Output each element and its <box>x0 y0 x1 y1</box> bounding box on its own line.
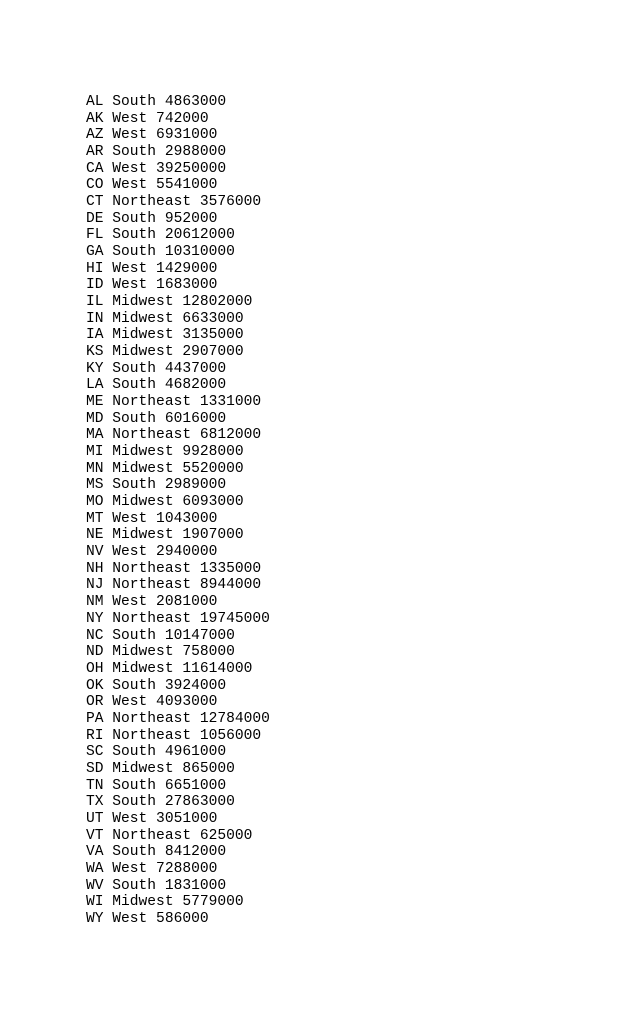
list-item: MS South 2989000 <box>86 477 227 494</box>
list-item: CT Northeast 3576000 <box>86 194 262 211</box>
list-item: ID West 1683000 <box>86 277 218 294</box>
list-item: MT West 1043000 <box>86 510 218 527</box>
list-item: KY South 4437000 <box>86 360 227 377</box>
list-item: SC South 4961000 <box>86 744 227 761</box>
list-item: IN Midwest 6633000 <box>86 310 244 327</box>
list-item: OR West 4093000 <box>86 694 218 711</box>
list-item: MO Midwest 6093000 <box>86 494 244 511</box>
list-item: NY Northeast 19745000 <box>86 610 270 627</box>
list-item: FL South 20612000 <box>86 227 235 244</box>
list-item: IA Midwest 3135000 <box>86 327 244 344</box>
list-item: MI Midwest 9928000 <box>86 444 244 461</box>
list-item: AR South 2988000 <box>86 144 227 161</box>
list-item: AL South 4863000 <box>86 94 227 110</box>
list-item: KS Midwest 2907000 <box>86 344 244 361</box>
list-item: CO West 5541000 <box>86 177 218 194</box>
list-item: ND Midwest 758000 <box>86 644 235 661</box>
list-item: AZ West 6931000 <box>86 127 218 144</box>
list-item: NC South 10147000 <box>86 627 235 644</box>
list-item: UT West 3051000 <box>86 810 218 827</box>
list-item: LA South 4682000 <box>86 377 227 394</box>
list-item: CA West 39250000 <box>86 160 227 177</box>
list-item: AK West 742000 <box>86 110 209 127</box>
list-item: RI Northeast 1056000 <box>86 727 262 744</box>
list-item: NV West 2940000 <box>86 544 218 561</box>
list-item: NH Northeast 1335000 <box>86 560 262 577</box>
list-item: WY West 586000 <box>86 910 209 927</box>
list-item: ME Northeast 1331000 <box>86 394 262 411</box>
state-population-list <box>86 94 270 928</box>
list-item: MD South 6016000 <box>86 410 227 427</box>
list-item: TX South 27863000 <box>86 794 235 811</box>
list-item: SD Midwest 865000 <box>86 760 235 777</box>
list-item: MA Northeast 6812000 <box>86 427 262 444</box>
list-item: OK South 3924000 <box>86 677 227 694</box>
list-item: NM West 2081000 <box>86 594 218 611</box>
list-item: NJ Northeast 8944000 <box>86 577 262 594</box>
list-item: NE Midwest 1907000 <box>86 527 244 544</box>
list-item: WA West 7288000 <box>86 860 218 877</box>
list-item: TN South 6651000 <box>86 777 227 794</box>
list-item: WV South 1831000 <box>86 877 227 894</box>
list-item: DE South 952000 <box>86 210 218 227</box>
list-item: WI Midwest 5779000 <box>86 894 244 911</box>
list-item: IL Midwest 12802000 <box>86 294 253 311</box>
list-item: VA South 8412000 <box>86 844 227 861</box>
list-item: MN Midwest 5520000 <box>86 460 244 477</box>
list-item: PA Northeast 12784000 <box>86 710 270 727</box>
list-item: GA South 10310000 <box>86 244 235 261</box>
list-item: VT Northeast 625000 <box>86 827 253 844</box>
list-item: OH Midwest 11614000 <box>86 660 253 677</box>
list-item: HI West 1429000 <box>86 260 218 277</box>
